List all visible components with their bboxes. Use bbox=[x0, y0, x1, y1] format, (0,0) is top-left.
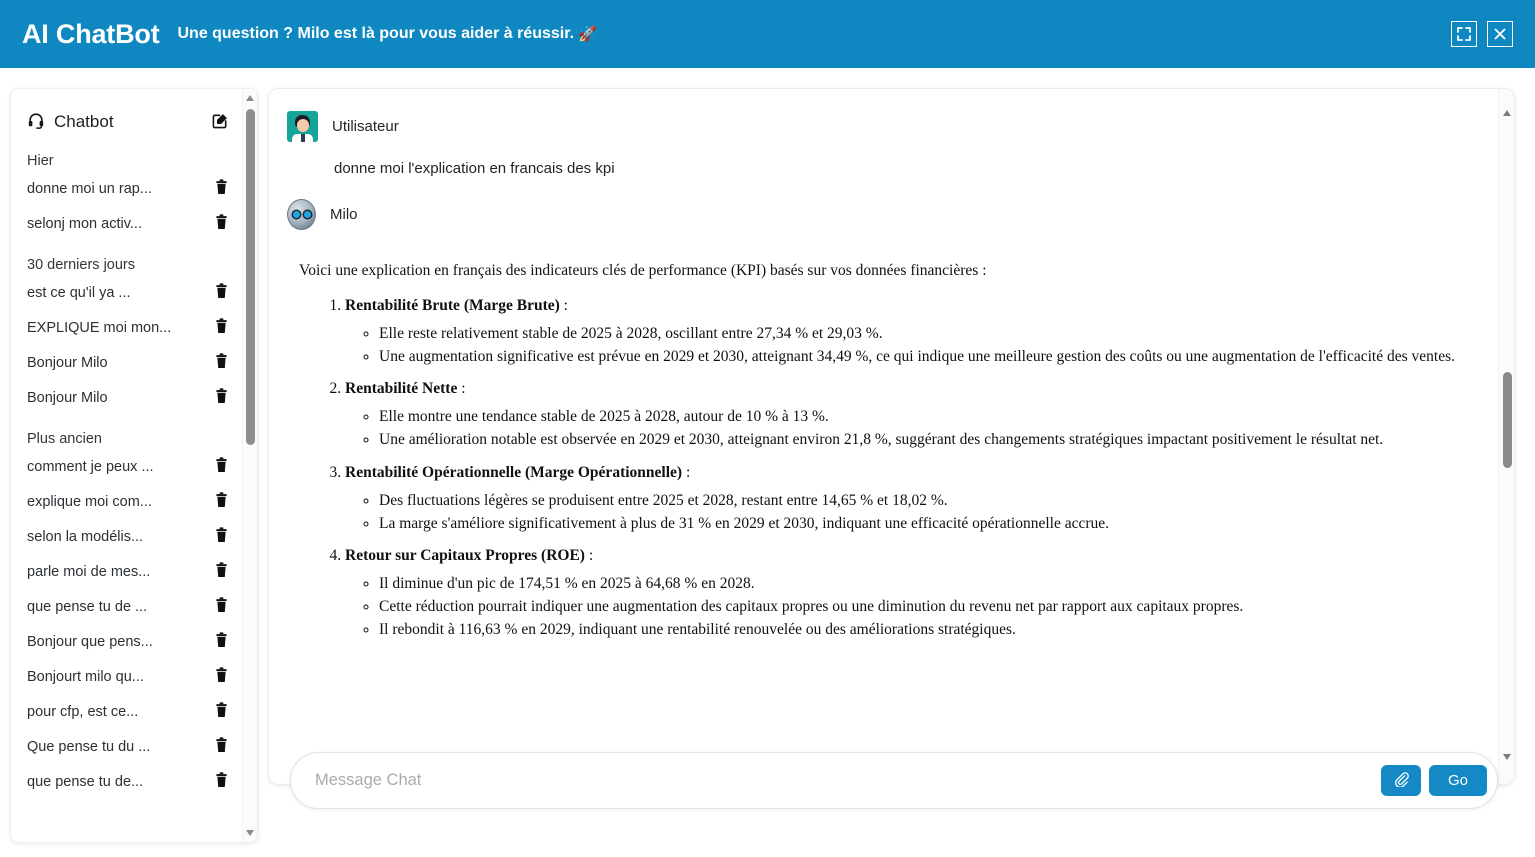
workspace bbox=[0, 68, 1535, 857]
chat-scrollbar[interactable] bbox=[1498, 89, 1514, 784]
trash-icon bbox=[214, 492, 229, 511]
conversation-title: que pense tu de ... bbox=[27, 598, 148, 615]
sidebar-header bbox=[11, 107, 243, 137]
delete-conversation-button[interactable] bbox=[208, 702, 229, 721]
sidebar-content bbox=[11, 89, 243, 842]
kpi-title-suffix: : bbox=[457, 380, 466, 398]
conversation-item[interactable] bbox=[11, 694, 243, 729]
kpi-bullets bbox=[345, 406, 1482, 450]
conversation-title: Bonjour Milo bbox=[27, 354, 108, 371]
conversation-item[interactable] bbox=[11, 764, 243, 799]
scroll-up-arrow-icon[interactable] bbox=[1503, 110, 1511, 116]
trash-icon bbox=[214, 737, 229, 756]
conversation-title: comment je peux ... bbox=[27, 458, 154, 475]
trash-icon bbox=[214, 457, 229, 476]
paperclip-icon bbox=[1394, 772, 1409, 790]
trash-icon bbox=[214, 353, 229, 372]
delete-conversation-button[interactable] bbox=[208, 353, 229, 372]
trash-icon bbox=[214, 318, 229, 337]
kpi-title-suffix: : bbox=[584, 546, 594, 564]
user-message-text: donne moi l'explication en francais des kpi bbox=[334, 160, 615, 177]
delete-conversation-button[interactable] bbox=[208, 562, 229, 581]
delete-conversation-button[interactable] bbox=[208, 214, 229, 233]
sidebar-title: Chatbot bbox=[54, 112, 114, 131]
header-actions bbox=[1451, 21, 1519, 47]
kpi-bullets bbox=[345, 490, 1482, 534]
conversation-item[interactable] bbox=[11, 624, 243, 659]
close-button[interactable] bbox=[1487, 21, 1513, 47]
conversation-item[interactable] bbox=[11, 659, 243, 694]
kpi-title-suffix: : bbox=[559, 297, 568, 315]
message-input[interactable] bbox=[315, 771, 1381, 790]
kpi-title: Retour sur Capitaux Propres (ROE) bbox=[345, 546, 585, 564]
conversation-title: EXPLIQUE moi mon... bbox=[27, 319, 172, 336]
kpi-title: Rentabilité Opérationnelle (Marge Opérationnelle) bbox=[345, 463, 683, 481]
conversation-title: donne moi un rap... bbox=[27, 180, 152, 197]
sidebar-scrollbar[interactable] bbox=[242, 89, 257, 842]
sender-name: Milo bbox=[330, 206, 358, 223]
kpi-title-suffix: : bbox=[682, 463, 691, 481]
app-header bbox=[0, 0, 1535, 68]
scroll-down-arrow-icon[interactable] bbox=[246, 830, 254, 836]
sidebar-scrollbar-thumb[interactable] bbox=[246, 109, 255, 445]
bot-message-body bbox=[287, 230, 1482, 640]
message-user bbox=[287, 111, 1482, 177]
scroll-up-arrow-icon[interactable] bbox=[246, 95, 254, 101]
kpi-bullet: ◦ Elle reste relativement stable de 2025 à 2028, oscillant entre 27,34 % et 29,03 %. bbox=[379, 323, 1482, 344]
conversation-title: pour cfp, est ce... bbox=[27, 703, 139, 720]
message-bot bbox=[287, 199, 1482, 640]
trash-icon bbox=[214, 632, 229, 651]
conversation-title: est ce qu'il ya ... bbox=[27, 284, 131, 301]
user-avatar bbox=[287, 111, 318, 142]
trash-icon bbox=[214, 214, 229, 233]
trash-icon bbox=[214, 388, 229, 407]
attach-file-button[interactable] bbox=[1381, 765, 1421, 796]
tagline-text: Une question ? Milo est là pour vous aider à réussir. bbox=[177, 25, 575, 42]
conversation-item[interactable] bbox=[11, 380, 243, 415]
conversation-sidebar bbox=[10, 88, 258, 843]
trash-icon bbox=[214, 283, 229, 302]
conversation-item[interactable] bbox=[11, 554, 243, 589]
delete-conversation-button[interactable] bbox=[208, 667, 229, 686]
kpi-title: Rentabilité Brute (Marge Brute) bbox=[345, 297, 560, 315]
conversation-group-label: Plus ancien bbox=[27, 431, 102, 447]
delete-conversation-button[interactable] bbox=[208, 283, 229, 302]
kpi-section bbox=[345, 462, 1482, 534]
conversation-group-label: 30 derniers jours bbox=[27, 257, 135, 273]
new-conversation-button[interactable] bbox=[212, 112, 229, 132]
conversation-item[interactable] bbox=[11, 519, 243, 554]
conversation-item[interactable] bbox=[11, 449, 243, 484]
conversation-item[interactable] bbox=[11, 345, 243, 380]
conversation-title: selonj mon activ... bbox=[27, 215, 142, 232]
conversation-item[interactable] bbox=[11, 729, 243, 764]
delete-conversation-button[interactable] bbox=[208, 179, 229, 198]
trash-icon bbox=[214, 702, 229, 721]
chat-panel bbox=[268, 88, 1515, 785]
fullscreen-icon bbox=[1457, 27, 1471, 41]
conversation-item[interactable] bbox=[11, 310, 243, 345]
conversation-item[interactable] bbox=[11, 484, 243, 519]
conversation-item[interactable] bbox=[11, 206, 243, 241]
message-header bbox=[287, 199, 1482, 230]
kpi-section bbox=[345, 295, 1482, 367]
trash-icon bbox=[214, 562, 229, 581]
delete-conversation-button[interactable] bbox=[208, 457, 229, 476]
conversation-title: explique moi com... bbox=[27, 493, 152, 510]
chat-messages bbox=[269, 89, 1500, 784]
conversation-groups bbox=[11, 137, 243, 799]
kpi-list bbox=[299, 295, 1482, 640]
conversation-title: Que pense tu du ... bbox=[27, 738, 151, 755]
app-tagline bbox=[177, 25, 596, 43]
kpi-bullet: ◦ Il diminue d'un pic de 174,51 % en 2025 à 64,68 % en 2028. bbox=[379, 573, 1482, 594]
conversation-group-label: Hier bbox=[27, 153, 54, 169]
delete-conversation-button[interactable] bbox=[208, 492, 229, 511]
trash-icon bbox=[214, 667, 229, 686]
kpi-bullet: ◦ La marge s'améliore significativement à plus de 31 % en 2029 et 2030, indiquant une efficacité opérationnelle accrue. bbox=[379, 513, 1482, 534]
kpi-bullets bbox=[345, 573, 1482, 640]
delete-conversation-button[interactable] bbox=[208, 772, 229, 791]
conversation-item[interactable] bbox=[11, 275, 243, 310]
kpi-bullet: ◦ Des fluctuations légères se produisent entre 2025 et 2028, restant entre 14,65 % et 18,02 %. bbox=[379, 490, 1482, 511]
conversation-title: que pense tu de... bbox=[27, 773, 144, 790]
kpi-section bbox=[345, 545, 1482, 640]
kpi-bullet: ◦ Une amélioration notable est observée en 2029 et 2030, atteignant environ 21,8 %, suggérant des changements stratégiques impactant positivement le résultat net. bbox=[379, 429, 1482, 450]
conversation-item[interactable] bbox=[11, 589, 243, 624]
trash-icon bbox=[214, 179, 229, 198]
trash-icon bbox=[214, 527, 229, 546]
delete-conversation-button[interactable] bbox=[208, 527, 229, 546]
robot-avatar bbox=[287, 199, 316, 230]
bot-intro-text: Voici une explication en français des indicateurs clés de performance (KPI) basés sur vos données financières : bbox=[299, 262, 987, 279]
app-title: AI ChatBot bbox=[22, 18, 160, 49]
delete-conversation-button[interactable] bbox=[208, 318, 229, 337]
delete-conversation-button[interactable] bbox=[208, 388, 229, 407]
conversation-title: Bonjourt milo qu... bbox=[27, 668, 144, 685]
fullscreen-button[interactable] bbox=[1451, 21, 1477, 47]
sidebar-brand bbox=[27, 111, 114, 134]
kpi-bullets bbox=[345, 323, 1482, 367]
delete-conversation-button[interactable] bbox=[208, 597, 229, 616]
trash-icon bbox=[214, 772, 229, 791]
delete-conversation-button[interactable] bbox=[208, 737, 229, 756]
conversation-title: Bonjour que pens... bbox=[27, 633, 153, 650]
rocket-icon: 🚀 bbox=[578, 26, 597, 43]
kpi-bullet: ◦ Elle montre une tendance stable de 2025 à 2028, autour de 10 % à 13 %. bbox=[379, 406, 1482, 427]
chat-scrollbar-thumb[interactable] bbox=[1503, 372, 1512, 468]
conversation-title: Bonjour Milo bbox=[27, 389, 108, 406]
close-icon bbox=[1493, 27, 1507, 41]
message-header bbox=[287, 111, 1482, 142]
message-composer bbox=[290, 752, 1498, 809]
kpi-bullet: ◦ Il rebondit à 116,63 % en 2029, indiquant une rentabilité renouvelée ou des améliorations stratégiques. bbox=[379, 619, 1482, 640]
kpi-bullet: ◦ Cette réduction pourrait indiquer une augmentation des capitaux propres ou une diminution du revenu net par rapport aux capitaux propres. bbox=[379, 596, 1482, 617]
conversation-title: parle moi de mes... bbox=[27, 563, 151, 580]
send-button[interactable]: Go bbox=[1429, 765, 1487, 796]
scroll-down-arrow-icon[interactable] bbox=[1503, 754, 1511, 760]
kpi-title: Rentabilité Nette bbox=[345, 380, 458, 398]
conversation-item[interactable] bbox=[11, 171, 243, 206]
conversation-title: selon la modélis... bbox=[27, 528, 144, 545]
sender-name: Utilisateur bbox=[332, 118, 399, 135]
headset-icon bbox=[27, 111, 45, 134]
kpi-bullet: ◦ Une augmentation significative est prévue en 2029 et 2030, atteignant 34,49 %, ce qui indique une meilleure gestion des coûts ou une augmentation de l'efficacité des ventes. bbox=[379, 346, 1482, 367]
delete-conversation-button[interactable] bbox=[208, 632, 229, 651]
trash-icon bbox=[214, 597, 229, 616]
edit-square-icon bbox=[212, 112, 229, 132]
kpi-section bbox=[345, 378, 1482, 450]
